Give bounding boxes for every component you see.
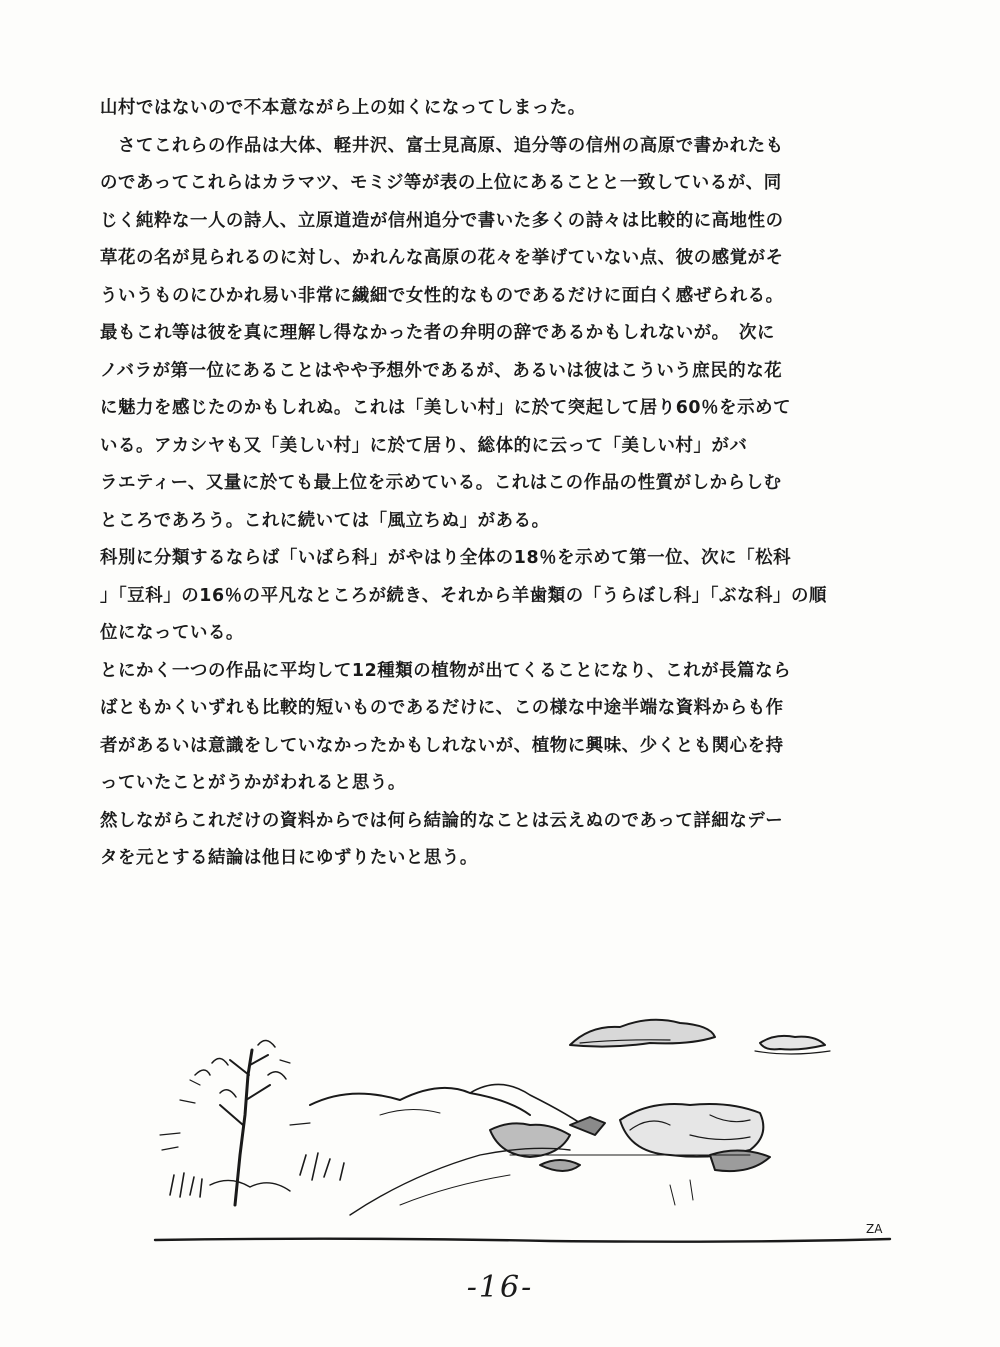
text-line: のであってこれらはカラマツ、モミジ等が表の上位にあることと一致しているが、同 [100,173,782,193]
text-line: タを元とする結論は他日にゆずりたいと思う。 [100,848,478,868]
text-line: 科別に分類するならば「いばら科」がやはり全体の18％を示めて第一位、次に「松科 [100,548,792,568]
text-line: ところであろう。これに続いては「風立ちぬ」がある。 [100,510,550,531]
text-line: 」「豆科」の16％の平凡なところが続き、それから羊歯類の「うらぼし科」「ぶな科」の順 [100,585,827,606]
text-line: っていたことがうかがわれると思う。 [100,773,406,793]
text-line: ノバラが第一位にあることはやや予想外であるが、あるいは彼はこういう庶民的な花 [100,360,783,381]
text-line: いる。アカシヤも又「美しい村」に於て居り、総体的に云って「美しい村」がバ [100,435,748,456]
text-line: 者があるいは意識をしていなかったかもしれないが、植物に興味、少くとも関心を持 [100,735,784,756]
text-line: ういうものにひかれ易い非常に繊細で女性的なものであるだけに面白く感ぜられる。 [100,285,784,306]
text-line: 位になっている。 [100,623,244,643]
body-text [100,90,950,878]
text-line: 山村ではないので不本意ながら上の如くになってしまった。 [100,98,586,118]
text-line: じく純粋な一人の詩人、立原道造が信州追分で書いた多くの詩々は比較的に高地性の [100,210,784,231]
text-line: ばともかくいずれも比較的短いものであるだけに、この様な中途半端な資料からも作 [100,698,784,718]
text-line: 草花の名が見られるのに対し、かれんな高原の花々を挙げていない点、彼の感覚がそ [100,248,784,268]
text-line: に魅力を感じたのかもしれぬ。これは「美しい村」に於て突起して居り60％を示めて [100,398,792,418]
text-line: 最もこれ等は彼を真に理解し得なかった者の弁明の辞であるかもしれないが。 次に [100,323,775,343]
text-line: ラエティー、又量に於ても最上位を示めている。これはこの作品の性質がしからしむ [100,473,782,493]
text-line: さてこれらの作品は大体、軽井沢、富士見高原、追分等の信州の高原で書かれたも [100,135,784,156]
page-number: -16- [466,1270,534,1305]
landscape-sketch [150,1005,910,1260]
text-line: とにかく一つの作品に平均して12種類の植物が出てくることになり、これが長篇なら [100,660,792,681]
artist-signature: ZA [866,1222,883,1236]
text-line: 然しながらこれだけの資料からでは何ら結論的なことは云えぬのであって詳細なデー [100,810,784,831]
